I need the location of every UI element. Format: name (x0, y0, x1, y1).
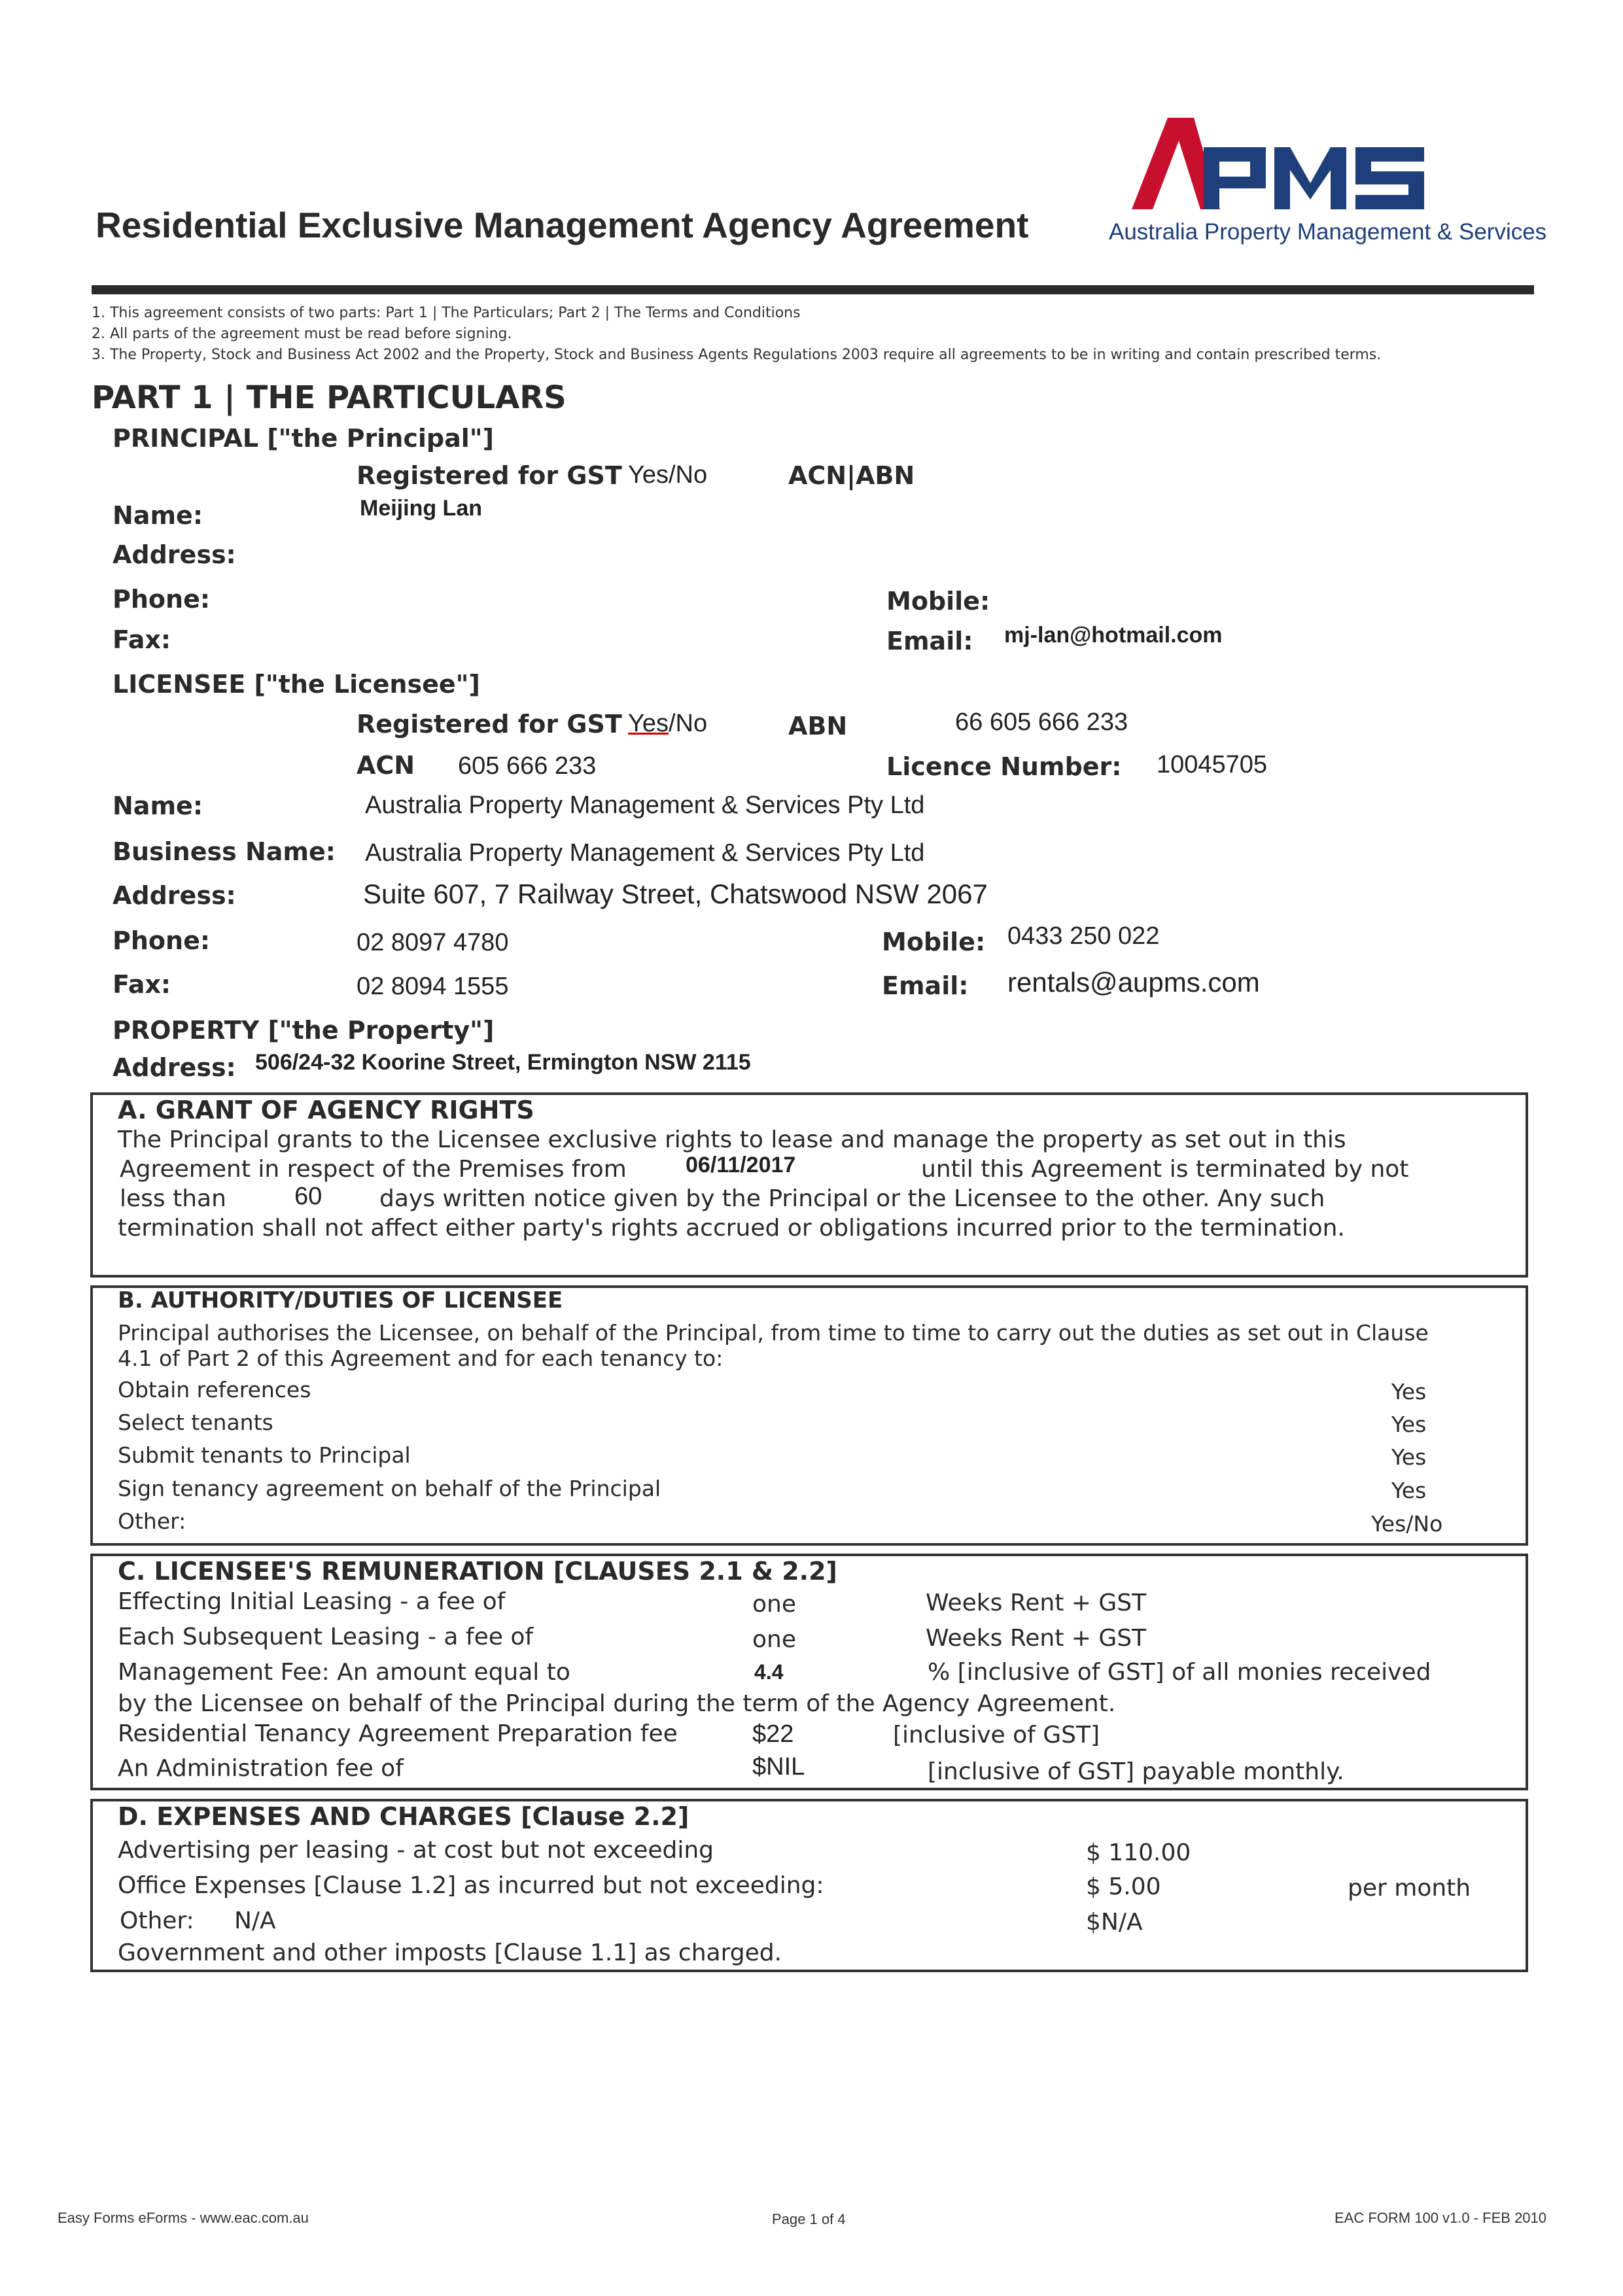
licensee-licence-value: 10045705 (1157, 751, 1268, 778)
property-heading: PROPERTY ["the Property"] (113, 1016, 495, 1045)
property-address-label: Address: (113, 1053, 236, 1082)
licensee-name-value: Australia Property Management & Services Pty Ltd (365, 791, 925, 819)
licensee-fax-label: Fax: (113, 970, 171, 999)
section-b-title: B. AUTHORITY/DUTIES OF LICENSEE (118, 1287, 563, 1313)
initial-leasing-label: Effecting Initial Leasing - a fee of (118, 1588, 506, 1615)
principal-phone-label: Phone: (113, 585, 211, 614)
principal-mobile-label: Mobile: (886, 587, 990, 616)
duty-value: Yes (1391, 1412, 1427, 1437)
duty-value: Yes (1391, 1444, 1427, 1470)
licensee-acn-value: 605 666 233 (458, 752, 597, 780)
licensee-abn-label: ABN (788, 712, 848, 740)
principal-email-label: Email: (886, 627, 973, 655)
licensee-mobile-label: Mobile: (882, 928, 986, 956)
management-fee-line2: by the Licensee on behalf of the Principal during the term of the Agency Agreement. (118, 1690, 1116, 1717)
subsequent-leasing-unit: Weeks Rent + GST (926, 1625, 1147, 1652)
footer-left: Easy Forms eForms - www.eac.com.au (58, 2210, 309, 2226)
section-b-intro1: Principal authorises the Licensee, on behalf of the Principal, from time to time to carry out the duties as set out in Clause (118, 1320, 1429, 1346)
licensee-business-value: Australia Property Management & Services Pty Ltd (365, 839, 925, 867)
licensee-gst-value (628, 710, 707, 738)
section-a-line2b: until this Agreement is terminated by not (921, 1156, 1409, 1183)
subsequent-leasing-value: one (752, 1626, 796, 1653)
section-c-title: C. LICENSEE'S REMUNERATION [CLAUSES 2.1 & 2.2] (118, 1557, 837, 1586)
footer-form-id: EAC FORM 100 v1.0 - FEB 2010 (1335, 2210, 1547, 2226)
licensee-mobile-value: 0433 250 022 (1007, 922, 1160, 950)
licensee-gst-label: Registered for GST (357, 710, 622, 739)
section-a-line3b: days written notice given by the Principal or the Licensee to the other. Any such (379, 1185, 1325, 1212)
management-fee-unit: % [inclusive of GST] of all monies received (928, 1659, 1431, 1686)
duty-label: Sign tenancy agreement on behalf of the Principal (118, 1476, 661, 1501)
licensee-email-label: Email: (882, 971, 969, 1000)
licensee-phone-value: 02 8097 4780 (357, 929, 509, 956)
duty-label: Other: (118, 1508, 186, 1534)
page-number: Page 1 of 4 (772, 2211, 846, 2227)
government-imposts-label: Government and other imposts [Clause 1.1] as charged. (118, 1939, 782, 1966)
management-fee-label: Management Fee: An amount equal to (118, 1659, 570, 1686)
other-expenses-value: $N/A (1086, 1909, 1143, 1936)
licensee-licence-label: Licence Number: (886, 752, 1122, 781)
section-d-title: D. EXPENSES AND CHARGES [Clause 2.2] (118, 1802, 689, 1831)
note-3: 3. The Property, Stock and Business Act 2002 and the Property, Stock and Business Agents Regulations 2003 require all agreements to be in writing and contain prescribed terms. (92, 347, 1382, 363)
duty-value: Yes (1391, 1379, 1427, 1404)
section-a-line1: The Principal grants to the Licensee exclusive rights to lease and manage the property as set out in this (118, 1126, 1346, 1153)
initial-leasing-value: one (752, 1591, 796, 1618)
logo-tagline: Australia Property Management & Services (1109, 219, 1547, 245)
agency-start-date: 06/11/2017 (686, 1153, 796, 1177)
duty-label: Submit tenants to Principal (118, 1442, 411, 1468)
initial-leasing-unit: Weeks Rent + GST (926, 1590, 1147, 1616)
principal-email-value: mj-lan@hotmail.com (1004, 623, 1223, 648)
duty-value: Yes (1391, 1478, 1427, 1503)
licensee-phone-label: Phone: (113, 926, 211, 955)
office-expenses-label: Office Expenses [Clause 1.2] as incurred but not exceeding: (118, 1872, 824, 1899)
licensee-address-label: Address: (113, 881, 236, 910)
document-title: Residential Exclusive Management Agency Agreement (96, 205, 1029, 245)
part-title: PART 1 | THE PARTICULARS (92, 379, 567, 416)
property-address-value: 506/24-32 Koorine Street, Ermington NSW 2115 (255, 1050, 751, 1075)
licensee-gst-yes: Yes (628, 710, 669, 737)
admin-fee-value: $NIL (752, 1753, 805, 1781)
duty-label: Select tenants (118, 1410, 273, 1435)
other-expenses-label: Other: (120, 1907, 194, 1934)
licensee-address-value: Suite 607, 7 Railway Street, Chatswood NSW 2067 (363, 878, 988, 909)
admin-fee-label: An Administration fee of (118, 1755, 404, 1782)
section-a-line3a: less than (120, 1185, 226, 1212)
licensee-abn-value: 66 605 666 233 (955, 708, 1128, 736)
section-b-intro2: 4.1 of Part 2 of this Agreement and for each tenancy to: (118, 1346, 724, 1371)
principal-gst-label: Registered for GST (357, 461, 622, 490)
section-a-title: A. GRANT OF AGENCY RIGHTS (118, 1096, 534, 1124)
admin-fee-unit: [inclusive of GST] payable monthly. (928, 1758, 1344, 1785)
advertising-label: Advertising per leasing - at cost but not exceeding (118, 1837, 714, 1864)
notice-days: 60 (294, 1183, 323, 1210)
licensee-fax-value: 02 8094 1555 (357, 973, 509, 1000)
rtap-fee-unit: [inclusive of GST] (893, 1722, 1100, 1748)
section-a-line4: termination shall not affect either party's rights accrued or obligations incurred prior to the termination. (118, 1215, 1345, 1242)
advertising-value: $ 110.00 (1086, 1839, 1191, 1866)
management-fee-value: 4.4 (754, 1660, 784, 1684)
principal-name-label: Name: (113, 501, 203, 530)
subsequent-leasing-label: Each Subsequent Leasing - a fee of (118, 1624, 534, 1650)
licensee-business-label: Business Name: (113, 837, 336, 866)
principal-gst-value: Yes/No (628, 461, 708, 489)
licensee-heading: LICENSEE ["the Licensee"] (113, 670, 480, 699)
office-expenses-value: $ 5.00 (1086, 1873, 1161, 1900)
principal-fax-label: Fax: (113, 625, 171, 654)
licensee-gst-rest: /No (669, 710, 708, 737)
licensee-email-value: rentals@aupms.com (1007, 967, 1260, 998)
note-1: 1. This agreement consists of two parts: Part 1 | The Particulars; Part 2 | The Terms and Conditions (92, 305, 801, 321)
other-expenses-text: N/A (234, 1907, 276, 1934)
principal-acn-abn-label: ACN|ABN (788, 461, 915, 490)
rtap-fee-value: $22 (752, 1720, 794, 1748)
note-2: 2. All parts of the agreement must be read before signing. (92, 326, 512, 342)
section-a-line2a: Agreement in respect of the Premises from (120, 1156, 627, 1183)
duty-label: Obtain references (118, 1377, 311, 1402)
principal-heading: PRINCIPAL ["the Principal"] (113, 424, 494, 453)
header-rule (92, 285, 1534, 294)
licensee-acn-label: ACN (357, 751, 415, 780)
principal-name-value: Meijing Lan (360, 496, 482, 521)
principal-address-label: Address: (113, 540, 236, 569)
licensee-name-label: Name: (113, 791, 203, 820)
office-expenses-unit: per month (1348, 1875, 1471, 1902)
duty-value: Yes/No (1371, 1511, 1443, 1537)
rtap-fee-label: Residential Tenancy Agreement Preparation fee (118, 1720, 678, 1747)
